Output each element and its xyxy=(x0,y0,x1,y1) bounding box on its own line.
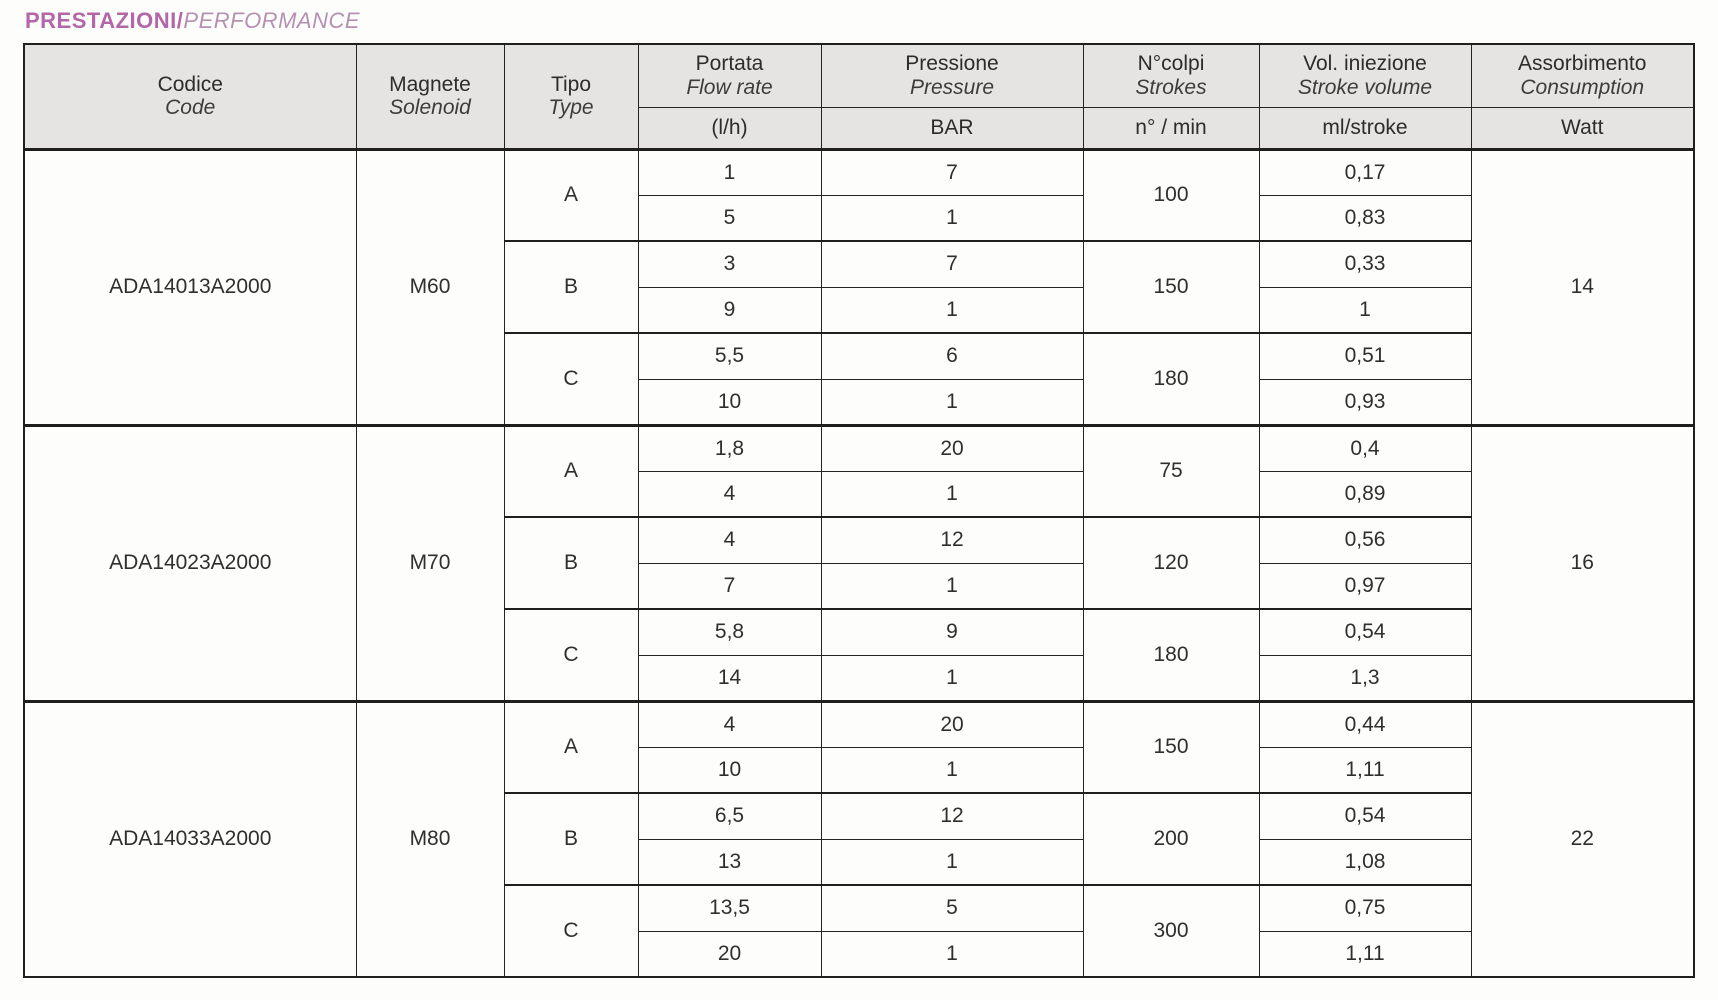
strokes-cell: 100 xyxy=(1083,149,1259,241)
unit-consumption: Watt xyxy=(1471,107,1694,149)
header-strokes xyxy=(1083,44,1259,107)
volume-cell: 0,4 xyxy=(1259,425,1471,471)
header-code-it: Codice xyxy=(157,72,223,96)
header-stroke-volume-it: Vol. iniezione xyxy=(1303,52,1427,76)
strokes-cell: 300 xyxy=(1083,885,1259,977)
watt-cell: 14 xyxy=(1471,149,1694,425)
volume-cell: 0,56 xyxy=(1259,517,1471,563)
header-type-it: Tipo xyxy=(550,72,592,96)
header-flow-rate xyxy=(638,44,821,107)
flow-cell: 7 xyxy=(638,563,821,609)
watt-cell: 22 xyxy=(1471,701,1694,977)
section-title xyxy=(25,8,1718,34)
header-pressure xyxy=(821,44,1083,107)
unit-pressure: BAR xyxy=(821,107,1083,149)
header-strokes-it: N°colpi xyxy=(1137,52,1205,76)
strokes-cell: 120 xyxy=(1083,517,1259,609)
pressure-cell: 20 xyxy=(821,425,1083,471)
flow-cell: 13 xyxy=(638,839,821,885)
section-title-english: PERFORMANCE xyxy=(183,8,361,33)
header-consumption-it: Assorbimento xyxy=(1518,52,1647,76)
pressure-cell: 1 xyxy=(821,195,1083,241)
header-consumption xyxy=(1471,44,1694,107)
flow-cell: 9 xyxy=(638,287,821,333)
pressure-cell: 12 xyxy=(821,517,1083,563)
pressure-cell: 1 xyxy=(821,563,1083,609)
pressure-cell: 1 xyxy=(821,655,1083,701)
volume-cell: 0,17 xyxy=(1259,149,1471,195)
pressure-cell: 7 xyxy=(821,149,1083,195)
flow-cell: 5,5 xyxy=(638,333,821,379)
type-cell: B xyxy=(504,241,638,333)
volume-cell: 1,08 xyxy=(1259,839,1471,885)
section-title-italian: PRESTAZIONI/ xyxy=(25,8,184,33)
unit-flow-rate: (l/h) xyxy=(638,107,821,149)
header-consumption-en: Consumption xyxy=(1520,75,1645,99)
volume-cell: 0,75 xyxy=(1259,885,1471,931)
header-stroke-volume xyxy=(1259,44,1471,107)
volume-cell: 1 xyxy=(1259,287,1471,333)
header-solenoid-it: Magnete xyxy=(389,72,471,96)
flow-cell: 10 xyxy=(638,379,821,425)
unit-strokes: n° / min xyxy=(1083,107,1259,149)
pressure-cell: 7 xyxy=(821,241,1083,287)
volume-cell: 0,33 xyxy=(1259,241,1471,287)
pressure-cell: 1 xyxy=(821,839,1083,885)
flow-cell: 5,8 xyxy=(638,609,821,655)
table-body xyxy=(24,149,1694,977)
header-solenoid xyxy=(356,44,504,149)
table-row xyxy=(24,701,1694,747)
type-cell: C xyxy=(504,885,638,977)
solenoid-cell: M60 xyxy=(356,149,504,425)
pressure-cell: 1 xyxy=(821,931,1083,977)
volume-cell: 0,89 xyxy=(1259,471,1471,517)
flow-cell: 4 xyxy=(638,517,821,563)
pressure-cell: 1 xyxy=(821,379,1083,425)
header-solenoid-en: Solenoid xyxy=(389,96,471,120)
type-cell: C xyxy=(504,609,638,701)
volume-cell: 0,97 xyxy=(1259,563,1471,609)
volume-cell: 0,44 xyxy=(1259,701,1471,747)
table-row xyxy=(24,149,1694,195)
header-strokes-en: Strokes xyxy=(1135,75,1207,99)
header-flow-rate-it: Portata xyxy=(695,52,764,76)
solenoid-cell: M80 xyxy=(356,701,504,977)
flow-cell: 1,8 xyxy=(638,425,821,471)
type-cell: A xyxy=(504,425,638,517)
type-cell: C xyxy=(504,333,638,425)
flow-cell: 10 xyxy=(638,747,821,793)
header-code xyxy=(24,44,356,149)
volume-cell: 0,93 xyxy=(1259,379,1471,425)
header-pressure-en: Pressure xyxy=(909,75,995,99)
header-pressure-it: Pressione xyxy=(905,52,999,76)
pressure-cell: 1 xyxy=(821,747,1083,793)
strokes-cell: 200 xyxy=(1083,793,1259,885)
header-stroke-volume-en: Stroke volume xyxy=(1297,75,1433,99)
strokes-cell: 150 xyxy=(1083,241,1259,333)
unit-stroke-volume: ml/stroke xyxy=(1259,107,1471,149)
table-row xyxy=(24,425,1694,471)
volume-cell: 1,3 xyxy=(1259,655,1471,701)
pressure-cell: 1 xyxy=(821,287,1083,333)
pressure-cell: 9 xyxy=(821,609,1083,655)
code-cell: ADA14033A2000 xyxy=(24,701,356,977)
flow-cell: 14 xyxy=(638,655,821,701)
type-cell: B xyxy=(504,793,638,885)
performance-table xyxy=(23,43,1695,978)
code-cell: ADA14013A2000 xyxy=(24,149,356,425)
pressure-cell: 6 xyxy=(821,333,1083,379)
type-cell: B xyxy=(504,517,638,609)
pressure-cell: 12 xyxy=(821,793,1083,839)
volume-cell: 0,54 xyxy=(1259,793,1471,839)
watt-cell: 16 xyxy=(1471,425,1694,701)
strokes-cell: 180 xyxy=(1083,333,1259,425)
flow-cell: 13,5 xyxy=(638,885,821,931)
header-type-en: Type xyxy=(548,96,594,120)
volume-cell: 0,83 xyxy=(1259,195,1471,241)
pressure-cell: 1 xyxy=(821,471,1083,517)
code-cell: ADA14023A2000 xyxy=(24,425,356,701)
flow-cell: 6,5 xyxy=(638,793,821,839)
pressure-cell: 5 xyxy=(821,885,1083,931)
header-code-en: Code xyxy=(165,96,216,120)
header-flow-rate-en: Flow rate xyxy=(686,75,773,99)
flow-cell: 1 xyxy=(638,149,821,195)
solenoid-cell: M70 xyxy=(356,425,504,701)
table-header xyxy=(24,44,1694,149)
strokes-cell: 180 xyxy=(1083,609,1259,701)
pressure-cell: 20 xyxy=(821,701,1083,747)
type-cell: A xyxy=(504,149,638,241)
flow-cell: 20 xyxy=(638,931,821,977)
volume-cell: 0,54 xyxy=(1259,609,1471,655)
volume-cell: 1,11 xyxy=(1259,931,1471,977)
type-cell: A xyxy=(504,701,638,793)
flow-cell: 4 xyxy=(638,701,821,747)
strokes-cell: 150 xyxy=(1083,701,1259,793)
volume-cell: 0,51 xyxy=(1259,333,1471,379)
volume-cell: 1,11 xyxy=(1259,747,1471,793)
flow-cell: 4 xyxy=(638,471,821,517)
flow-cell: 5 xyxy=(638,195,821,241)
flow-cell: 3 xyxy=(638,241,821,287)
strokes-cell: 75 xyxy=(1083,425,1259,517)
header-type xyxy=(504,44,638,149)
